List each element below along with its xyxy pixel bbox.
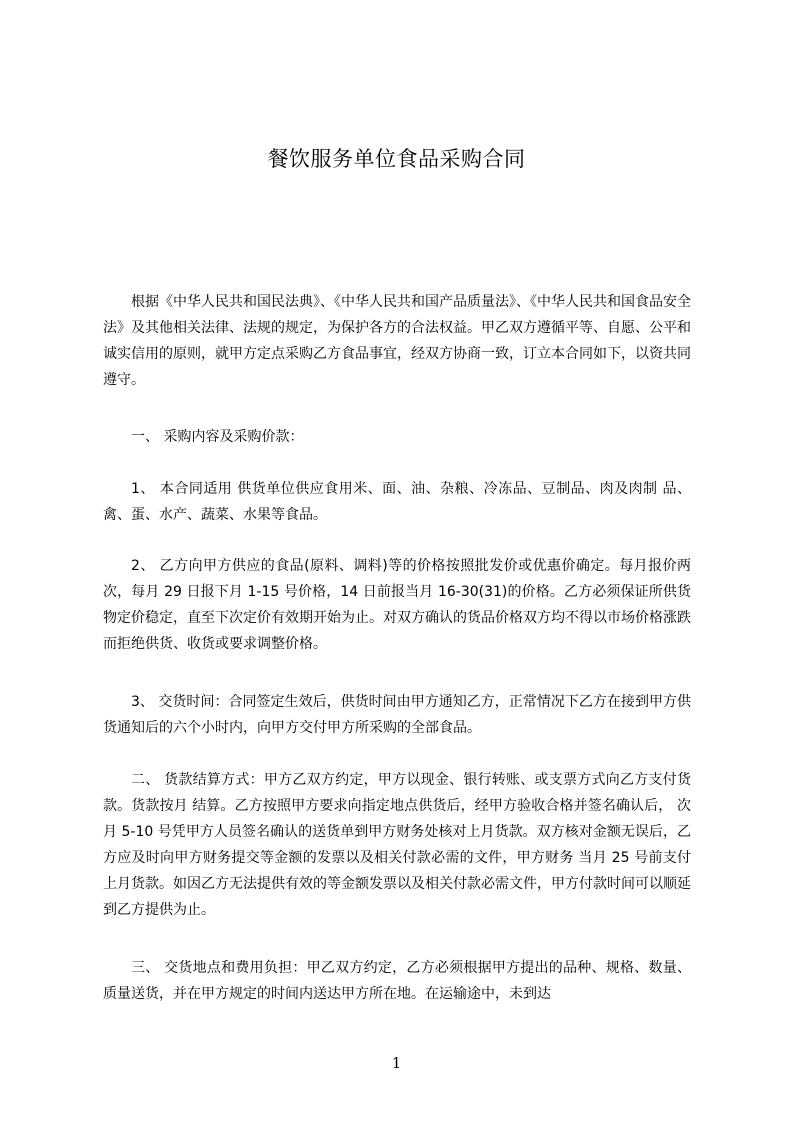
paragraph-preamble: 根据《中华人民共和国民法典》、《中华人民共和国产品质量法》、《中华人民共和国食品安全法》及其他相关法律、法规的规定，为保护各方的合法权益。甲乙双方遵循平等、自愿、公平和诚实信用的原则，就甲方定点采购乙方食品事宜，经双方协商一致，订立本合同如下，以资共同遵守。: [103, 294, 691, 388]
paragraph-section-3: 三、 交货地点和费用负担：甲乙双方约定，乙方必须根据甲方提出的品种、规格、数量、质量送货，并在甲方规定的时间内送达甲方所在地。在运输途中，未到达: [103, 960, 691, 1002]
paragraph-clause-1: 1、 本合同适用 供货单位供应食用米、面、油、杂粮、冷冻品、豆制品、肉及肉制 品、禽、蛋、水产、蔬菜、水果等食品。: [103, 481, 691, 523]
paragraph-section-1-heading: 一、 采购内容及采购价款：: [131, 429, 304, 445]
paragraph-section-2: 二、 货款结算方式：甲方乙双方约定，甲方以现金、银行转账、或支票方式向乙方支付货款。货款按月 结算。乙方按照甲方要求向指定地点供货后，经甲方验收合格并签名确认后， 次月 5-10 号凭甲方人员签名确认的送货单到甲方财务处核对上月货款。双方核对金额无误后，乙方应及时向甲方财务提交等金额的发票以及相关付款必需的文件，甲方财务 当月 25 号前支付上月货款。如因乙方无法提供有效的等金额发票以及相关付款必需文件，甲方付款时间可以顺延到乙方提供为止。: [103, 772, 691, 918]
paragraph-clause-2: 2、 乙方向甲方供应的食品(原料、调料)等的价格按照批发价或优惠价确定。每月报价两次，每月 29 日报下月 1-15 号价格，14 日前报当月 16-30(31)的价格。乙方必须保证所供货物定价稳定，直至下次定价有效期开始为止。对双方确认的货品价格双方均不得以市场价格涨跌而拒绝供货、收货或要求调整价格。: [103, 558, 691, 652]
document-title: 餐饮服务单位食品采购合同: [267, 147, 526, 171]
page-number: 1: [391, 1054, 402, 1072]
paragraph-clause-3: 3、 交货时间：合同签定生效后，供货时间由甲方通知乙方，正常情况下乙方在接到甲方供货通知后的六个小时内，向甲方交付甲方所采购的全部食品。: [103, 694, 691, 736]
